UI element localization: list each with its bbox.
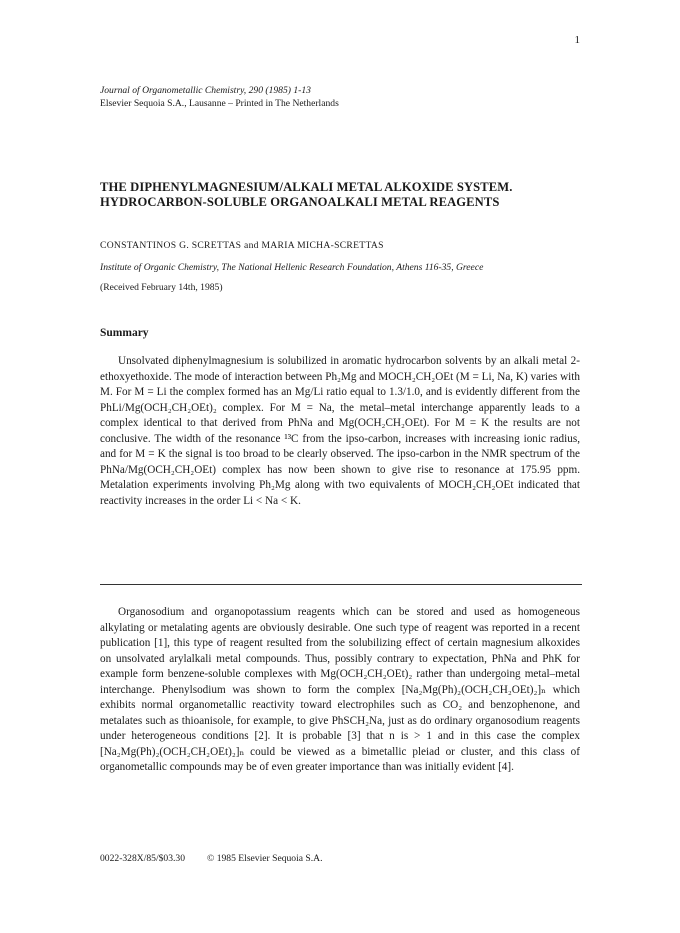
institution: Institute of Organic Chemistry, The National Hellenic Research Foundation, Athens 116-35, Greece [100, 262, 484, 273]
footer-code: 0022-328X/85/$03.30 [100, 853, 186, 864]
footer [100, 853, 323, 864]
title-line-1: THE DIPHENYLMAGNESIUM/ALKALI METAL ALKOXIDE SYSTEM. [100, 180, 513, 194]
received-date: (Received February 14th, 1985) [100, 282, 223, 293]
summary-paragraph: Unsolvated diphenylmagnesium is solubilized in aromatic hydrocarbon solvents by an alkali metal 2-ethoxyethoxide. The mode of interaction between Ph₂Mg and MOCH₂CH₂OEt (M = Li, Na, K) varies with M. For M = Li the complex formed has an Mg/Li ratio equal to 1.3/1.0, and is evidently different from the PhLi/Mg(OCH₂CH₂OEt)₂ complex. For M = Na, the metal–metal interchange apparently leads to a complex identical to that derived from PhNa and Mg(OCH₂CH₂OEt). For M = K the results are not conclusive. The width of the resonance ¹³C from the ipso-carbon, increases with increasing ionic radius, and for M = K the signal is too broad to be clearly observed. The ipso-carbon in the NMR spectrum of the PhNa/Mg(OCH₂CH₂OEt) complex has now been shown to give rise to resonance at 175.95 ppm. Metalation experiments involving Ph₂Mg along with two equivalents of MOCH₂CH₂OEt indicated that reactivity increases in the order Li < Na < K. [100, 355, 580, 507]
page-number: 1 [574, 34, 580, 46]
journal-citation: Journal of Organometallic Chemistry, 290 (1985) 1-13 [100, 85, 311, 96]
summary-heading: Summary [100, 327, 149, 339]
footer-copyright: © 1985 Elsevier Sequoia S.A. [207, 853, 323, 864]
section-divider [100, 584, 582, 585]
title-line-2: HYDROCARBON-SOLUBLE ORGANOALKALI METAL REAGENTS [100, 195, 500, 209]
article-title [100, 180, 590, 210]
journal-header [100, 84, 339, 110]
introduction-paragraph: Organosodium and organopotassium reagents which can be stored and used as homogeneous alkylating or metalating agents are obviously desirable. One such type of reagent was reported in a recent publication [1], this type of reagent resulted from the solubilizing effect of certain magnesium alkoxides on unsolvated arylalkali metal compounds. Thus, possibly contrary to expectation, PhNa and PhK for example form benzene-soluble complexes with Mg(OCH₂CH₂OEt)₂ rather than undergoing metal–metal interchange. Phenylsodium was shown to form the complex [Na₂Mg(Ph)₂(OCH₂CH₂OEt)₂]ₙ which exhibits normal organometallic reactivity toward electrophiles such as CO₂ and benzophenone, and metalates such as thioanisole, for example, to give PhSCH₂Na, just as do ordinary organosodium reagents under heterogeneous conditions [2]. It is probable [3] that n is > 1 and in this case the complex [Na₂Mg(Ph)₂(OCH₂CH₂OEt)₂]ₙ could be viewed as a bimetallic pleiad or cluster, and this class of organometallic compounds may be of even greater importance than was initially evident [4]. [100, 606, 580, 774]
authors: CONSTANTINOS G. SCRETTAS and MARIA MICHA-SCRETTAS [100, 240, 384, 251]
journal-publisher: Elsevier Sequoia S.A., Lausanne – Printed in The Netherlands [100, 98, 339, 109]
